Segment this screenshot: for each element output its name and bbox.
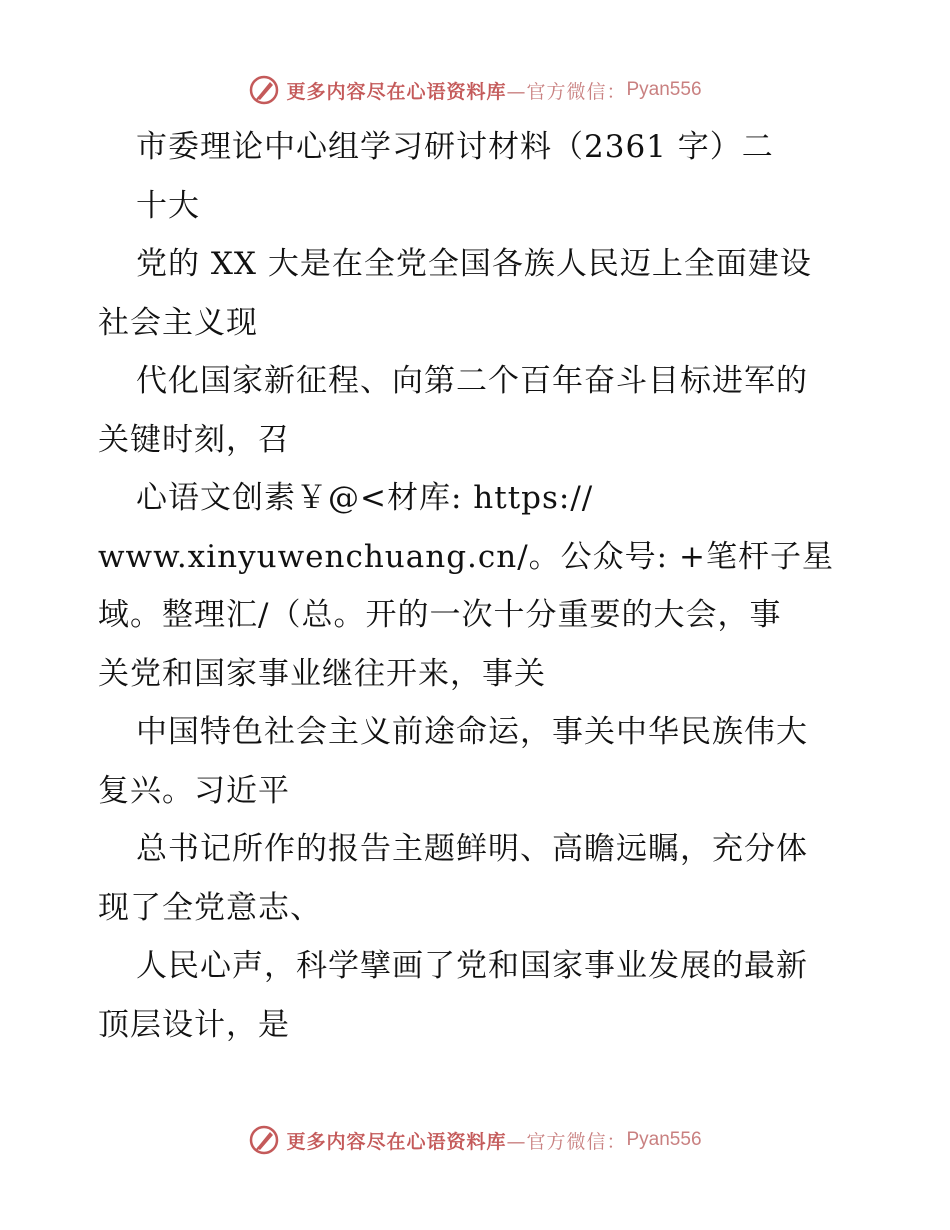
- text-line: 市委理论中心组学习研讨材料（2361 字）二: [136, 129, 774, 165]
- text-line: 顶层设计，是: [98, 1006, 290, 1043]
- text-line: 总书记所作的报告主题鲜明、高瞻远瞩，充分体: [136, 831, 808, 867]
- text-line: 代化国家新征程、向第二个百年奋斗目标进军的: [136, 363, 808, 399]
- text-line: 党的 XX 大是在全党全国各族人民迈上全面建设: [136, 246, 812, 282]
- banner-main-text: 更多内容尽在心语资料库: [286, 1130, 507, 1153]
- footer-watermark-banner: [0, 1120, 950, 1160]
- text-line: 心语文创素￥@<材库: https://: [136, 480, 594, 516]
- header-watermark-banner: [0, 70, 950, 110]
- text-line: 关党和国家事业继往开来，事关: [98, 655, 546, 692]
- text-line: www.xinyuwenchuang.cn/。公众号: +笔杆子星: [98, 538, 834, 575]
- text-line: 复兴。习近平: [98, 772, 290, 809]
- text-line: 现了全党意志、: [98, 889, 322, 926]
- banner-wechat-id: Pyan556: [626, 79, 702, 100]
- banner-main-text: 更多内容尽在心语资料库: [286, 80, 507, 103]
- quill-pen-logo-icon: [248, 1124, 280, 1156]
- text-line: 人民心声，科学擘画了党和国家事业发展的最新: [136, 948, 808, 984]
- banner-sub-text: —官方微信：: [506, 1130, 627, 1153]
- text-line: 关键时刻，召: [98, 421, 290, 458]
- banner-wechat-id: Pyan556: [626, 1129, 702, 1150]
- text-line: 社会主义现: [98, 304, 258, 341]
- text-line: 十大: [136, 187, 200, 224]
- text-line: 域。整理汇/（总。开的一次十分重要的大会，事: [98, 597, 782, 633]
- document-body: [98, 118, 858, 1054]
- text-line: 中国特色社会主义前途命运，事关中华民族伟大: [136, 714, 808, 750]
- quill-pen-logo-icon: [248, 74, 280, 106]
- banner-sub-text: —官方微信：: [506, 80, 627, 103]
